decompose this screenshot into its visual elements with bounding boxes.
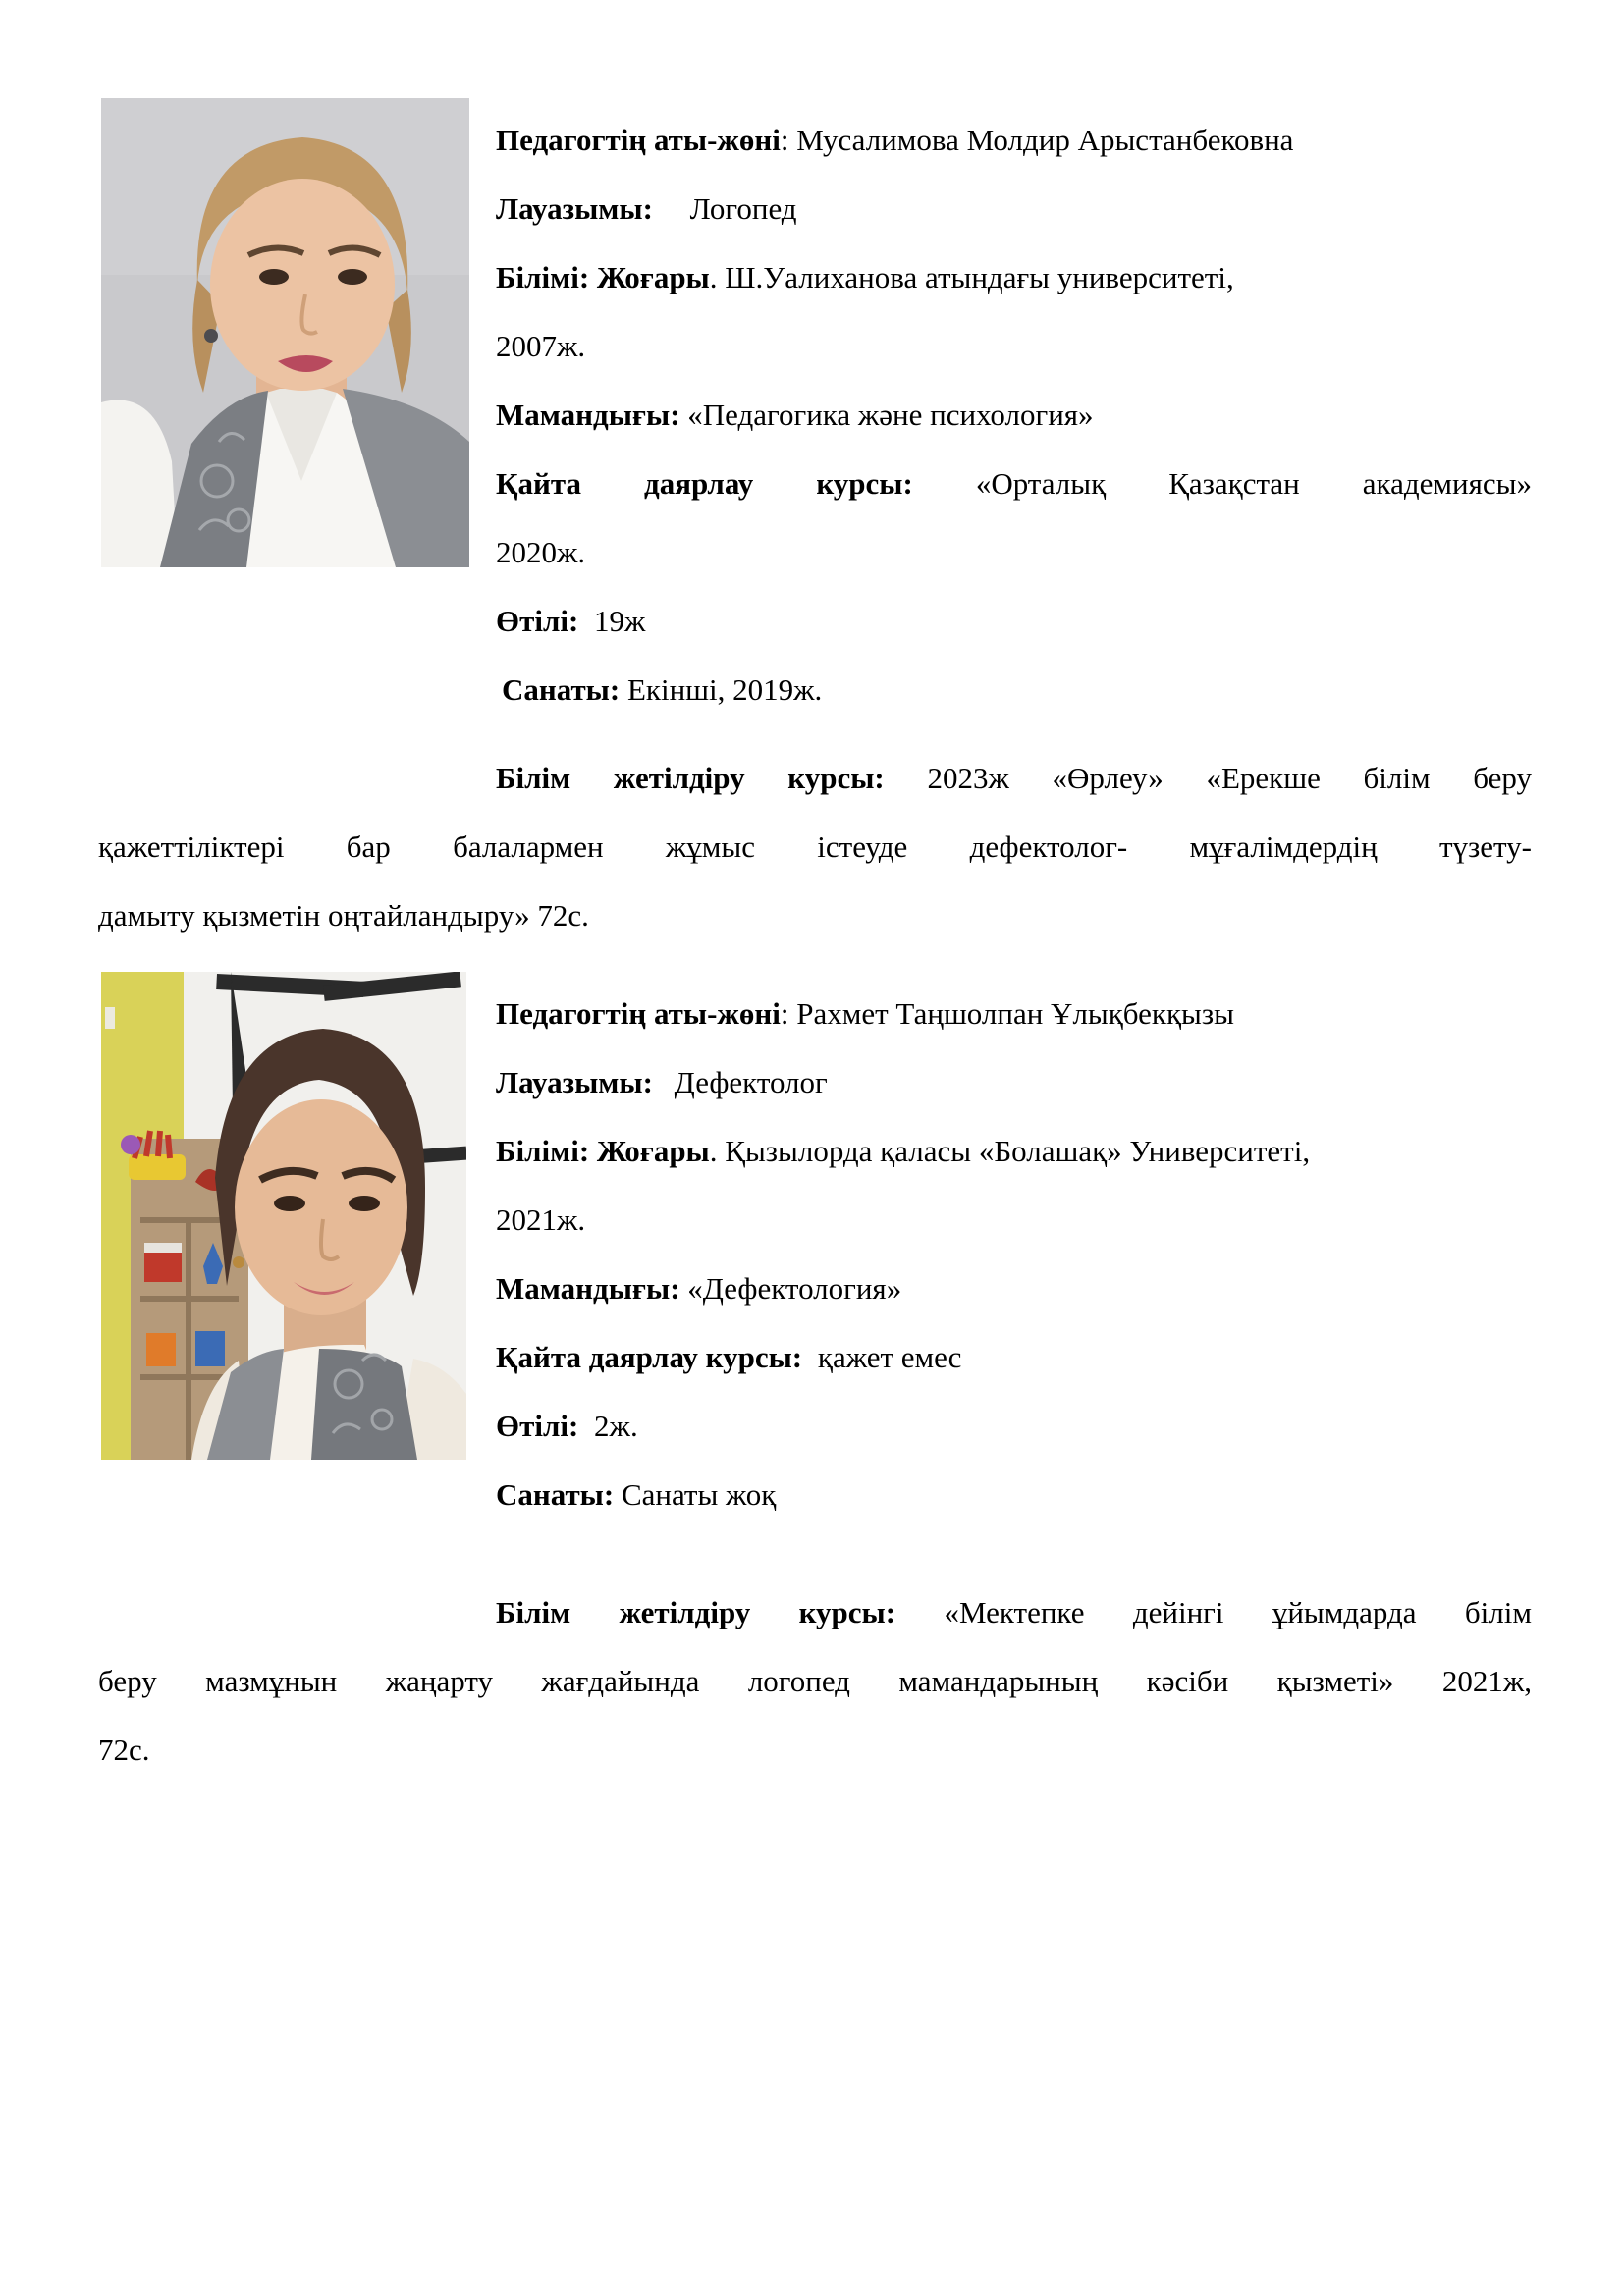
field-experience: [496, 587, 1532, 656]
retraining-value: «Орталық Қазақстан академиясы»: [912, 466, 1532, 501]
position-value: Дефектолог: [666, 1065, 828, 1099]
profile-1-fields: [496, 98, 1532, 724]
course-label: Білім жетілдіру курсы:: [496, 761, 885, 795]
teacher-portrait-1-illustration: [101, 98, 469, 567]
category-label: Санаты:: [502, 672, 621, 707]
experience-label: Өтілі:: [496, 1409, 579, 1443]
teacher-photo-1: [101, 98, 469, 567]
education-year: 2007ж.: [496, 329, 586, 363]
specialty-value: «Дефектология»: [679, 1271, 902, 1306]
experience-value: 2ж.: [586, 1409, 638, 1443]
field-course: [98, 1578, 1532, 1785]
category-label: Санаты:: [496, 1477, 615, 1512]
retraining-label: Қайта даярлау курсы:: [496, 1340, 803, 1374]
field-education: [496, 1117, 1532, 1255]
experience-value: 19ж: [586, 604, 646, 638]
teacher-name-value: : Мусалимова Молдир Арыстанбековна: [780, 123, 1294, 157]
retraining-label: Қайта даярлау курсы:: [496, 466, 913, 501]
specialty-label: Мамандығы:: [496, 398, 680, 432]
field-teacher-name: [496, 106, 1532, 175]
field-category: [496, 1461, 1532, 1529]
field-education: [496, 243, 1532, 381]
teacher-portrait-2-illustration: [101, 972, 466, 1460]
field-retraining: [496, 450, 1532, 587]
profile-2-fields: [496, 972, 1532, 1529]
teacher-profile-2: [98, 972, 1532, 1785]
position-label: Лауазымы:: [496, 191, 653, 226]
specialty-label: Мамандығы:: [496, 1271, 680, 1306]
course-line-2: қажеттіліктері бар балалармен жұмыс істеуде дефектолог- мұғалімдердің түзету-: [98, 829, 1532, 864]
experience-label: Өтілі:: [496, 604, 579, 638]
education-value: . Қызылорда қаласы «Болашақ» Университеті,: [709, 1134, 1311, 1168]
education-value: . Ш.Уалиханова атындағы университеті,: [709, 260, 1234, 294]
retraining-value: қажет емес: [810, 1340, 962, 1374]
field-position: [496, 175, 1532, 243]
education-label: Білімі: Жоғары: [496, 1134, 710, 1168]
retraining-year: 2020ж.: [496, 535, 586, 569]
course-label: Білім жетілдіру курсы:: [496, 1595, 896, 1629]
category-value: Екінші, 2019ж.: [620, 672, 823, 707]
category-value: Санаты жоқ: [614, 1477, 777, 1512]
course-line-3: 72с.: [98, 1733, 150, 1767]
course-line-1-text: «Мектепке дейінгі ұйымдарда білім: [895, 1595, 1532, 1629]
field-category: [496, 656, 1532, 724]
field-experience: [496, 1392, 1532, 1461]
course-line-3: дамыту қызметін оңтайландыру» 72с.: [98, 898, 589, 933]
education-label: Білімі: Жоғары: [496, 260, 710, 294]
field-position: [496, 1048, 1532, 1117]
course-line-1-text: 2023ж «Өрлеу» «Ерекше білім беру: [884, 761, 1532, 795]
field-specialty: [496, 1255, 1532, 1323]
field-specialty: [496, 381, 1532, 450]
teacher-photo-2: [101, 972, 466, 1460]
specialty-value: «Педагогика және психология»: [679, 398, 1094, 432]
teacher-name-label: Педагогтің аты-жөні: [496, 123, 781, 157]
field-course: [98, 744, 1532, 950]
field-teacher-name: [496, 980, 1532, 1048]
teacher-name-label: Педагогтің аты-жөні: [496, 996, 781, 1031]
course-line-1: [496, 744, 1532, 813]
teacher-name-value: : Рахмет Таңшолпан Ұлықбекқызы: [780, 996, 1234, 1031]
course-line-2: беру мазмұнын жаңарту жағдайында логопед мамандарының кәсіби қызметі» 2021ж,: [98, 1664, 1532, 1698]
position-label: Лауазымы:: [496, 1065, 653, 1099]
position-value: Логопед: [681, 191, 797, 226]
field-retraining: [496, 1323, 1532, 1392]
education-year: 2021ж.: [496, 1202, 586, 1237]
teacher-profile-1: [98, 98, 1532, 950]
course-line-1: [496, 1578, 1532, 1647]
